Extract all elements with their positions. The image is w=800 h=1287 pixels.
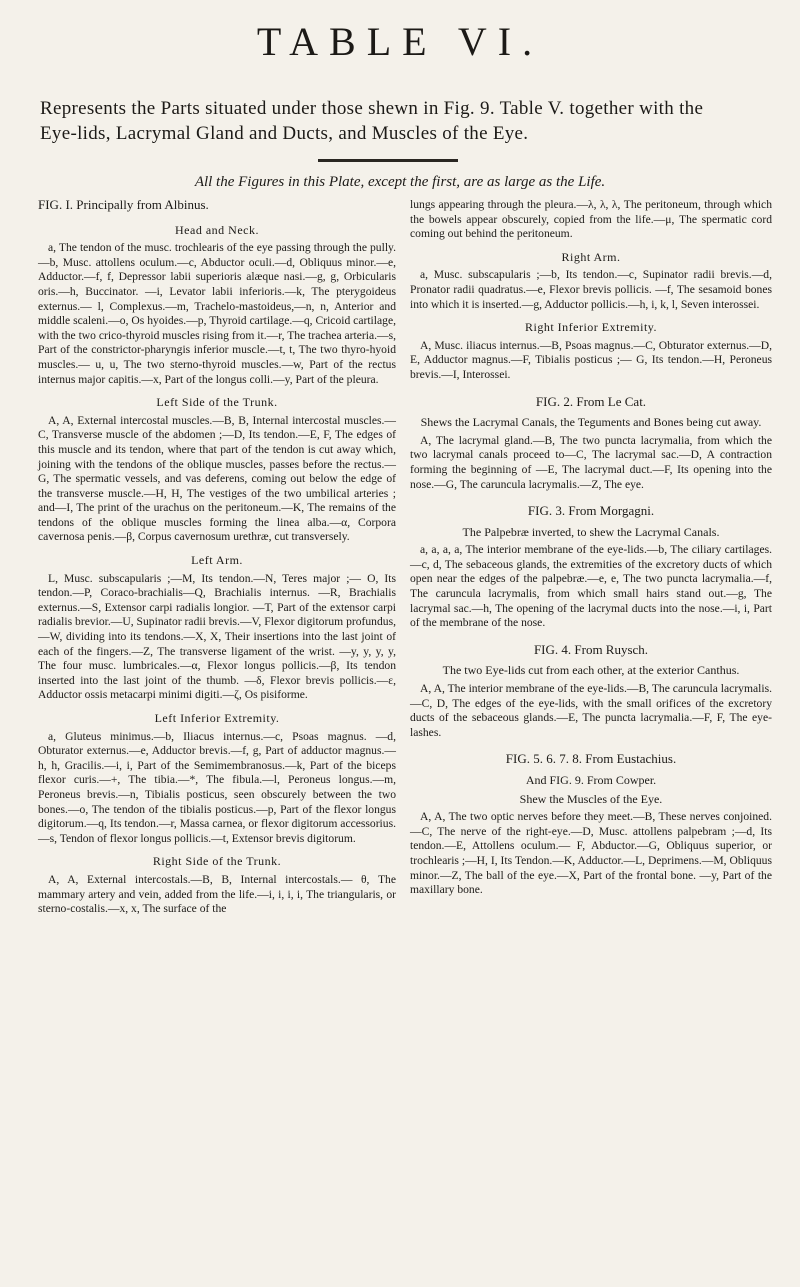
fig1-title: FIG. I. Principally from Albinus. <box>38 197 209 212</box>
fig9-title: And FIG. 9. From Cowper. <box>525 773 657 787</box>
subtitle-line-1: Represents the Parts situated under those shewn in Fig. 9. Table V. together with the <box>40 98 704 119</box>
fig3-text: a, a, a, a, The interior membrane of the eye-lids.—b, The ciliary cartilages.—c, d, The sebaceous glands, the extremities of the excretory ducts of which open near the edges of the palpebræ.—e, e, The two puncta lacrymalia.—f, The caruncula lacrymalis, from which small hairs stand out.—g, The lacrymal sac.—h, The opening of the lacrymal ducts into the nose.—i, i, Part of the membrane of the nose. <box>410 543 772 630</box>
right-column <box>410 198 772 902</box>
arm-left-heading: Left Arm. <box>191 553 243 568</box>
scale-note: All the Figures in this Plate, except the first, are as large as the Life. <box>194 174 606 190</box>
fig5-8-title: FIG. 5. 6. 7. 8. From Eustachius. <box>505 751 677 767</box>
arm-left-text: L, Musc. subscapularis ;—M, Its tendon.—N, Teres major ;— O, Its tendon.—P, Coraco-brachialis—Q, Brachialis internus. —R, Brachialis externus.—S, Extensor carpi radialis longior. —T, Part of the extensor carpi radialis brevior.—U, Supinator radii brevis.—V, Flexor digitorum profundus,—W, dividing into its tendons.—X, X, Their insertions into the last joint of each of the fingers.—Z, The transverse ligament of the wrist. —y, y, y, y, The four musc. lumbricales.—α, Flexor longus pollicis.—β, Its tendon inserted into the last joint of the thumb. —δ, Flexor brevis pollicis.—ε, Adductor ossis metacarpi minimi digiti.—ζ, Os pisiforme. <box>38 571 396 702</box>
fig4-subtitle: The two Eye-lids cut from each other, at the exterior Canthus. <box>442 663 740 678</box>
trunk-right-heading: Right Side of the Trunk. <box>152 854 282 869</box>
fig2-subtitle: Shews the Lacrymal Canals, the Teguments and Bones being cut away. <box>420 415 762 430</box>
head-neck-text: a, The tendon of the musc. trochlearis of the eye passing through the pully.—b, Musc. attollens oculum.—c, Abductor oculi.—d, Obliquus minor.—e, Adductor.—f, f, Depressor labii superioris alæque nasi.—g, g, Orbicularis oris.—h, Buccinator. —i, Levator labii inferioris.—k, The pterygoideus externus.— l, Complexus.—m, Trachelo-mastoideus,—n, n, Anterior and middle scaleni.—o, Os hyoides.—p, Thyroid cartilage.—q, Cricoid cartilage, with the two crico-thyroid muscles rising from it.—r, The trachea arteria.—s, Part of the constrictor-pharyngis inferior muscle.—t, t, The two thyro-hyoid muscles.— u, u, The two sterno-thyroid muscles.—w, Part of the rectus internus major capitis.—x, Part of the longus colli.—y, Part of the pleura. <box>38 241 396 386</box>
fig2-title: FIG. 2. From Le Cat. <box>535 393 647 409</box>
leg-right-heading: Right Inferior Extremity. <box>524 320 658 335</box>
subtitle-line-2: Eye-lids, Lacrymal Gland and Ducts, and Muscles of the Eye. <box>40 123 529 144</box>
fig4-text: A, A, The interior membrane of the eye-lids.—B, The caruncula lacrymalis.—C, D, The edges of the eye-lids, with the small orifices of the excretory ducts of the sebaceous glands.—E, The puncta lacrymalia.—F, F, The eye-lashes. <box>410 682 772 739</box>
fig3-subtitle: The Palpebræ inverted, to shew the Lacrymal Canals. <box>462 524 720 539</box>
leg-left-heading: Left Inferior Extremity. <box>154 711 280 725</box>
plate-title: TABLE VI. <box>256 19 544 64</box>
continuation-text: lungs appearing through the pleura.—λ, λ, λ, The peritoneum, through which the bowels appear obscurely, copied from the life.—μ, The spermatic cord coming out behind the peritoneum. <box>410 198 772 241</box>
fig4-title: FIG. 4. From Ruysch. <box>533 641 649 657</box>
left-column <box>38 198 396 921</box>
fig9-text: A, A, The two optic nerves before they meet.—B, These nerves conjoined.—C, The nerve of the right-eye.—D, Musc. attollens palpebram ;—d, Its tendon.—E, Attollens oculum.— F, Abductor.—G, Obliquus superior, or trochlearis ;—H, I, Its Tendon.—K, Adductor.—L, Deprimens.—M, Obliquus minor.—Z, The ball of the eye.—X, Part of the frontal bone. —y, Part of the maxillary bone. <box>410 810 772 897</box>
fig2-text: A, The lacrymal gland.—B, The two puncta lacrymalia, from which the two lacrymal canals proceed to—C, The lacrymal sac.—D, A contraction forming the beginning of —E, The lacrymal duct.—F, Its opening into the nose.—G, The caruncula lacrymalis.—Z, The eye. <box>410 433 772 491</box>
head-neck-heading: Head and Neck. <box>175 222 259 237</box>
fig9-subtitle: Shew the Muscles of the Eye. <box>519 791 663 806</box>
fig3-title: FIG. 3. From Morgagni. <box>527 503 655 519</box>
decorative-rule <box>318 159 458 162</box>
plate-subtitle <box>40 96 770 146</box>
trunk-right-text: A, A, External intercostals.—B, B, Internal intercostals.— θ, The mammary artery and vein, added from the life.—i, i, i, i, The triangularis, or sterno-costalis.—x, x, The surface of the <box>38 872 396 916</box>
leg-right-text: A, Musc. iliacus internus.—B, Psoas magnus.—C, Obturator externus.—D, E, Adductor magnus.—F, Tibialis posticus ;— G, Its tendon.—H, Peroneus brevis.—I, Interossei. <box>410 338 772 381</box>
arm-right-text: a, Musc. subscapularis ;—b, Its tendon.—c, Supinator radii brevis.—d, Pronator radii quadratus.—e, Flexor brevis pollicis. —f, The sesamoid bones into which it is inserted.—g, Adductor pollicis.—h, i, k, l, Seven interossei. <box>410 268 772 311</box>
arm-right-heading: Right Arm. <box>561 249 621 264</box>
trunk-left-heading: Left Side of the Trunk. <box>156 395 278 410</box>
trunk-left-text: A, A, External intercostal muscles.—B, B, Internal intercostal muscles.—C, Transverse muscle of the abdomen ;—D, Its tendon.—E, F, The edges of this muscle and its tendon, where that part of the tendon is cut away which, joining with the tendons of the oblique muscles, passes before the rectus.—G, The spermatic vessels, and vas deferens, coming out below the edge of the transverse muscle.—H, H, The vestiges of the two umbilical arteries ; and—I, The print of the urachus on the peritoneum.—K, The remains of the tendons of the oblique muscles forming the linea alba.—α, Corpora cavernosa penis.—β, Corpus cavernosum urethræ, cut transversely. <box>38 413 396 544</box>
leg-left-text: a, Gluteus minimus.—b, Iliacus internus.—c, Psoas magnus. —d, Obturator externus.—e, Adductor brevis.—f, g, Part of adductor magnus.—h, h, Gracilis.—i, i, Part of the Semimembranosus.—k, Part of the biceps flexor curis.—+, The tibia.—*, The fibula.—l, Peroneus longus.—m, Peroneus brevis.—n, Tibialis posticus, seen obscurely between the two bones.—o, The tendon of the tibialis posticus.—p, Part of the flexor longus digitorum.—q, Its tendon.—r, Massa carnea, or flexor digitorum accessorius.—s, Tendon of flexor longus pollicis.—t, Extensor brevis digitorum. <box>38 729 396 845</box>
